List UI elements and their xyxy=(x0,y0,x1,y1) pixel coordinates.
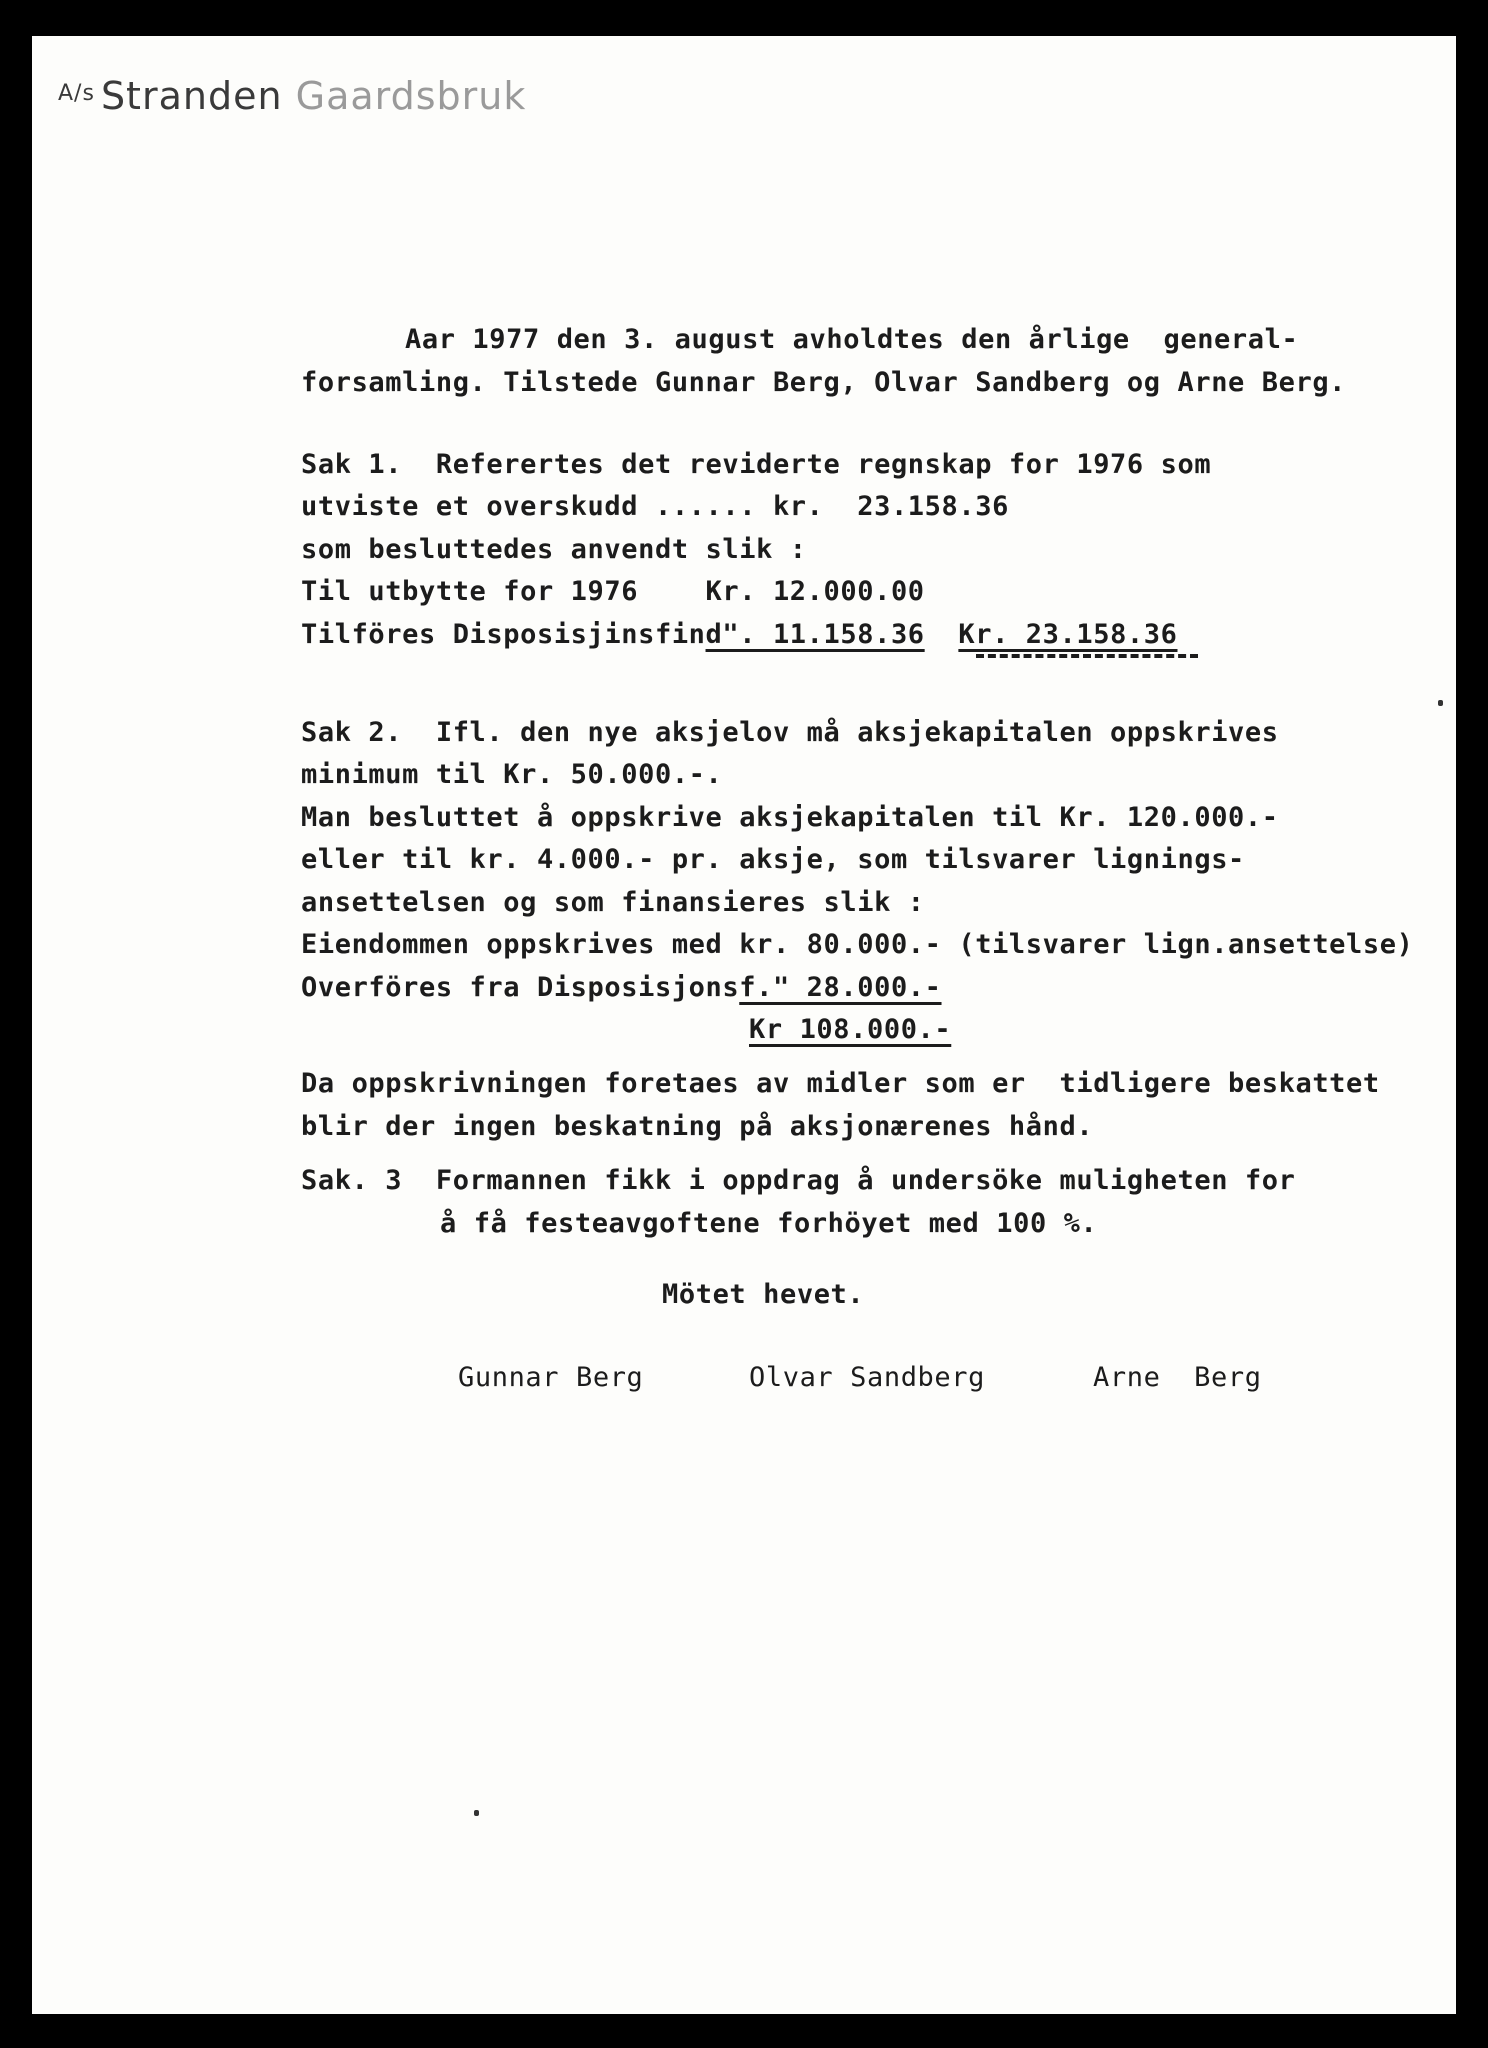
sak1-total: Kr. 23.158.36 xyxy=(958,619,1178,650)
sak2-line-3: Man besluttet å oppskrive aksjekapitalen til Kr. 120.000.- xyxy=(301,802,1279,833)
sak1-line-1: Sak 1. Referertes det reviderte regnskap for 1976 som xyxy=(301,449,1212,480)
sak2-line-2: minimum til Kr. 50.000.-. xyxy=(301,759,723,790)
sak2-total: Kr 108.000.- xyxy=(749,1014,952,1045)
stamp-name: Stranden xyxy=(100,74,283,118)
sak3-line-2: å få festeavgoftene forhöyet med 100 %. xyxy=(440,1208,1098,1239)
stamp-name-faded: Gaardsbruk xyxy=(295,74,527,118)
sak2-line-5: ansettelsen og som finansieres slik : xyxy=(301,887,925,918)
company-stamp xyxy=(58,74,526,118)
signature-gunnar-berg: Gunnar Berg xyxy=(458,1362,644,1393)
stamp-prefix: A/s xyxy=(58,81,95,106)
sak1-line-5 xyxy=(301,618,1178,652)
sak3-line-1: Sak. 3 Formannen fikk i oppdrag å undersöke muligheten for xyxy=(301,1165,1296,1196)
sak1-line-3: som besluttedes anvendt slik : xyxy=(301,534,807,565)
sak1-spacer xyxy=(925,619,959,650)
intro-line-2: forsamling. Tilstede Gunnar Berg, Olvar Sandberg og Arne Berg. xyxy=(301,367,1347,398)
sak1-transfer-amount: d". 11.158.36 xyxy=(705,619,925,650)
intro-line-1: Aar 1977 den 3. august avholdtes den årlige general- xyxy=(405,324,1299,355)
paper-speck xyxy=(1438,700,1443,706)
meeting-adjourned: Mötet hevet. xyxy=(662,1279,865,1310)
sak2-line-4: eller til kr. 4.000.- pr. aksje, som tilsvarer lignings- xyxy=(301,844,1245,875)
sak2-line-6: Eiendommen oppskrives med kr. 80.000.- (tilsvarer lign.ansettelse) xyxy=(301,929,1414,960)
sak2-line-7 xyxy=(301,971,942,1005)
total-double-rule xyxy=(976,654,1198,658)
sak2-transfer-amount: f." 28.000.- xyxy=(739,972,942,1003)
sak1-line-4: Til utbytte for 1976 Kr. 12.000.00 xyxy=(301,576,925,607)
sak1-line-2: utviste et overskudd ...... kr. 23.158.36 xyxy=(301,491,1009,522)
signature-olvar-sandberg: Olvar Sandberg xyxy=(749,1362,985,1393)
sak1-transfer-label: Tilföres Disposisjinsfin xyxy=(301,619,706,650)
closing-line-2: blir der ingen beskatning på aksjonærenes hånd. xyxy=(301,1111,1094,1142)
signature-arne-berg: Arne Berg xyxy=(1093,1362,1262,1393)
sak2-transfer-label: Overföres fra Disposisjons xyxy=(301,972,740,1003)
sak2-line-1: Sak 2. Ifl. den nye aksjelov må aksjekapitalen oppskrives xyxy=(301,717,1279,748)
closing-line-1: Da oppskrivningen foretaes av midler som er tidligere beskattet xyxy=(301,1068,1380,1099)
paper-speck xyxy=(474,1810,479,1816)
